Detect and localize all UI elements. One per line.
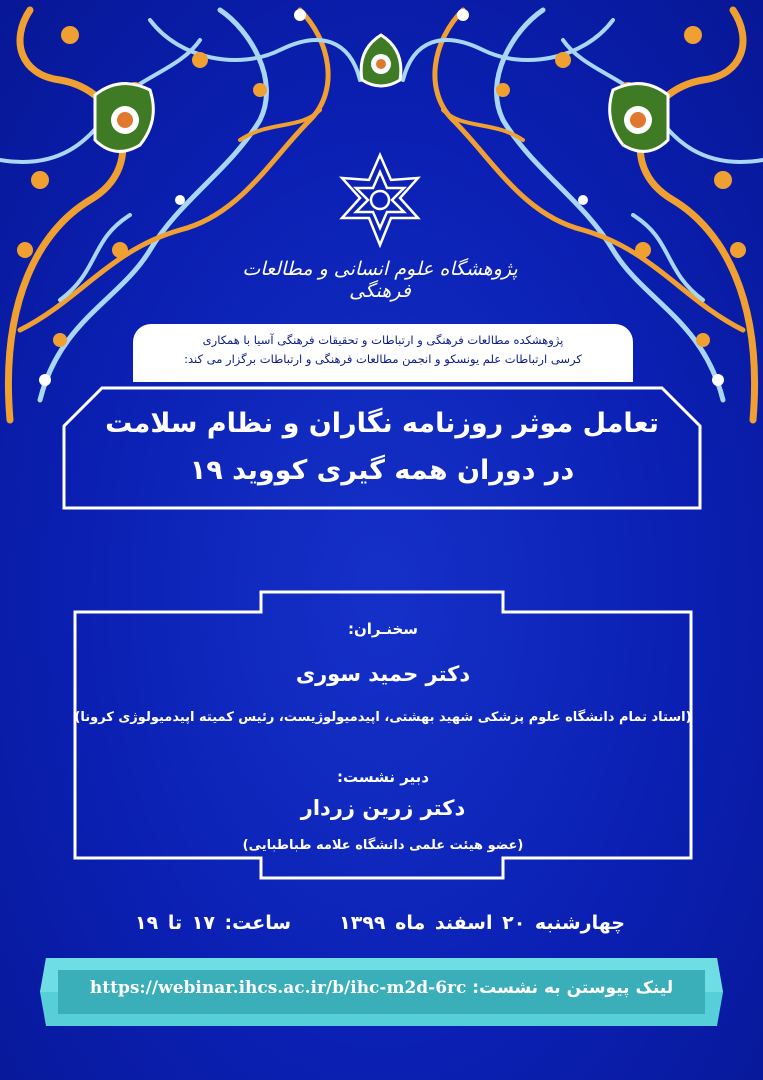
speakers-box bbox=[73, 590, 693, 880]
join-link-bar[interactable] bbox=[38, 956, 725, 1028]
secretary-description: (عضو هیئت علمی دانشگاه علامه طباطبایی) bbox=[242, 838, 524, 853]
secretary-name: دکتر زرین زردار bbox=[300, 796, 466, 820]
speakers-label: سخنـران: bbox=[347, 620, 419, 638]
join-link[interactable] bbox=[38, 978, 725, 998]
event-title-line-2: در دوران همه گیری کووید ۱۹ bbox=[189, 455, 575, 486]
secretary-label: دبیر نشست: bbox=[336, 768, 430, 786]
event-title-line-1: تعامل موثر روزنامه نگاران و نظام سلامت bbox=[105, 408, 659, 439]
title-box bbox=[62, 386, 702, 510]
speaker-description: (استاد تمام دانشگاه علوم پزشکی شهید بهشتی، اپیدمیولوژیست، رئیس کمیته اپیدمیولوژی کرونا) bbox=[74, 710, 692, 725]
event-title bbox=[62, 400, 702, 494]
institute-name: پژوهشگاه علوم انسانی و مطالعات فرهنگی bbox=[242, 258, 518, 302]
intro-box bbox=[133, 324, 633, 382]
intro-line-2: کرسی ارتباطات علم یونسکو و انجمن مطالعات فرهنگی و ارتباطات برگزار می کند: bbox=[184, 352, 582, 366]
event-datetime: چهارشنبه ۲۰ اسفند ماه ۱۳۹۹ ساعت: ۱۷ تا ۱۹ bbox=[135, 912, 625, 934]
join-link-url[interactable]: https://webinar.ihcs.ac.ir/b/ihc-m2d-6rc bbox=[89, 978, 467, 998]
speaker-name: دکتر حمید سوری bbox=[295, 662, 471, 686]
intro-line-1: پژوهشکده مطالعات فرهنگی و ارتباطات و تحقیقات فرهنگی آسیا با همکاری bbox=[202, 333, 564, 347]
institute-logo-icon bbox=[330, 150, 430, 250]
join-link-label: لینک پیوستن به نشست: bbox=[472, 978, 674, 998]
